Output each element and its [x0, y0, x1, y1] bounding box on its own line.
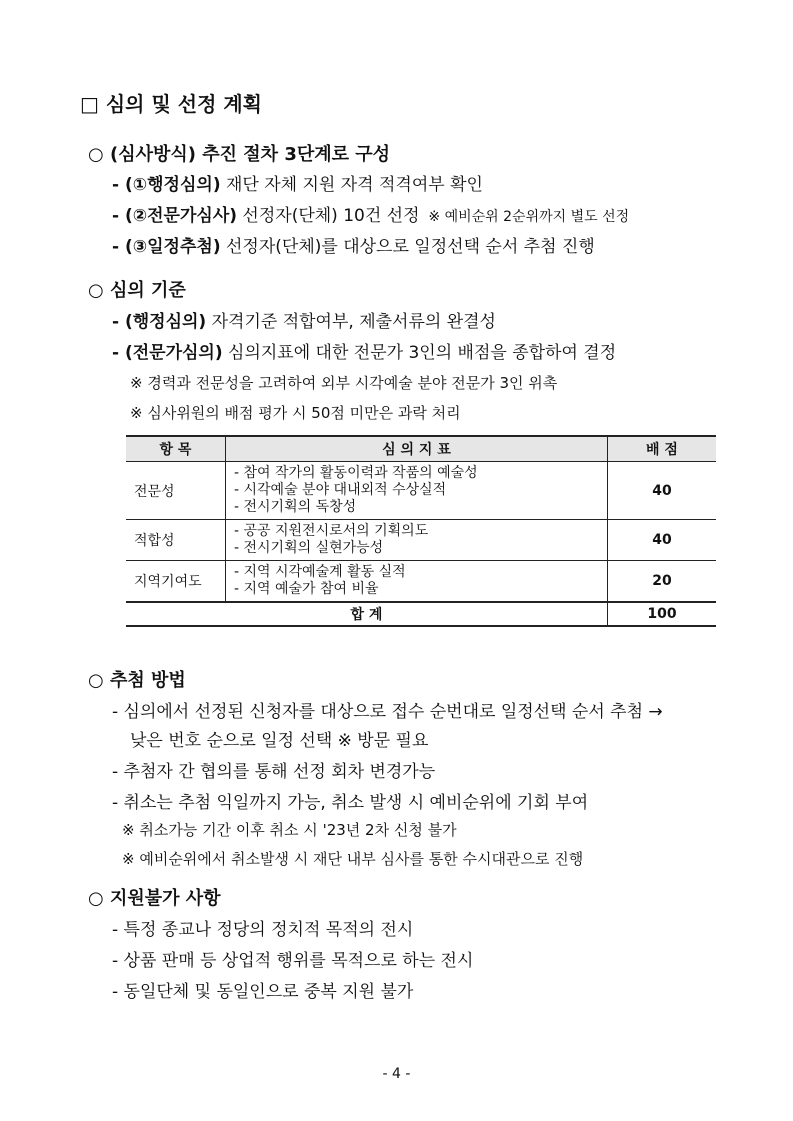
review-method-heading: ○ (심사방식) 추진 절차 3단계로 구성 [88, 144, 391, 165]
criteria-line: - 시각예술 분야 대내외적 수상실적 [234, 482, 447, 498]
criteria-expert [112, 338, 616, 363]
ineligible-heading: ○ 지원불가 사항 [88, 888, 221, 909]
total-score: 100 [608, 602, 717, 626]
criteria-admin-label: - (행정심의) [112, 312, 207, 332]
ineligible-line-1: - 특정 종교나 정당의 정치적 목적의 전시 [112, 920, 414, 940]
row-score: 40 [608, 462, 717, 520]
table-row [126, 462, 716, 520]
review-step-2 [112, 201, 629, 226]
step-2-note: ※ 예비순위 2순위까지 별도 선정 [419, 209, 630, 225]
criteria-expert-text: 심의지표에 대한 전문가 3인의 배점을 종합하여 결정 [222, 343, 617, 363]
row-score: 20 [608, 561, 717, 603]
criteria-line: - 지역 시각예술계 활동 실적 [234, 564, 406, 580]
row-criteria [226, 462, 608, 520]
row-score: 40 [608, 520, 717, 561]
table-header-row [126, 436, 716, 462]
criteria-line: - 참여 작가의 활동이력과 작품의 예술성 [234, 465, 478, 481]
criteria-line: - 지역 예술가 참여 비율 [234, 581, 379, 597]
lottery-line-1-cont: 낮은 번호 순으로 일정 선택 ※ 방문 필요 [130, 731, 429, 751]
header-item: 항 목 [126, 436, 226, 462]
header-score: 배 점 [608, 436, 717, 462]
step-3-label: - (③일정추첨) [112, 237, 221, 257]
criteria-note-2: ※ 심사위원의 배점 평가 시 50점 미만은 과락 처리 [130, 404, 461, 422]
lottery-heading: ○ 추첨 방법 [88, 670, 186, 691]
row-criteria [226, 561, 608, 603]
section-title: □ 심의 및 선정 계획 [80, 92, 262, 116]
criteria-line: - 공공 지원전시로서의 기획의도 [234, 523, 429, 539]
evaluation-table [126, 435, 716, 627]
step-1-label: - (①행정심의) [112, 175, 221, 195]
lottery-line-3: - 취소는 추첨 익일까지 가능, 취소 발생 시 예비순위에 기회 부여 [112, 793, 589, 813]
criteria-heading: ○ 심의 기준 [88, 280, 186, 301]
table-row [126, 520, 716, 561]
criteria-admin [112, 307, 496, 332]
table-row [126, 561, 716, 603]
lottery-line-1: - 심의에서 선정된 신청자를 대상으로 접수 순번대로 일정선택 순서 추첨 → [112, 702, 663, 722]
review-step-1 [112, 170, 483, 195]
row-item: 지역기여도 [126, 561, 226, 603]
row-item: 전문성 [126, 462, 226, 520]
table-total-row [126, 602, 716, 626]
row-item: 적합성 [126, 520, 226, 561]
lottery-note-1: ※ 취소가능 기간 이후 취소 시 '23년 2차 신청 불가 [122, 821, 457, 839]
total-label: 합 계 [126, 602, 608, 626]
row-criteria [226, 520, 608, 561]
criteria-line: - 전시기획의 독창성 [234, 499, 357, 515]
review-step-3 [112, 232, 595, 257]
ineligible-line-3: - 동일단체 및 동일인으로 중복 지원 불가 [112, 982, 414, 1002]
lottery-line-2: - 추첨자 간 협의를 통해 선정 회차 변경가능 [112, 762, 436, 782]
step-2-text: 선정자(단체) 10건 선정 [237, 206, 420, 226]
criteria-admin-text: 자격기준 적합여부, 제출서류의 완결성 [206, 312, 496, 332]
criteria-expert-label: - (전문가심의) [112, 343, 223, 363]
criteria-note-1: ※ 경력과 전문성을 고려하여 외부 시각예술 분야 전문가 3인 위촉 [130, 374, 558, 392]
step-2-label: - (②전문가심사) [112, 206, 238, 226]
criteria-line: - 전시기획의 실현가능성 [234, 540, 384, 556]
lottery-note-2: ※ 예비순위에서 취소발생 시 재단 내부 심사를 통한 수시대관으로 진행 [122, 850, 584, 868]
ineligible-line-2: - 상품 판매 등 상업적 행위를 목적으로 하는 전시 [112, 951, 474, 971]
step-3-text: 선정자(단체)를 대상으로 일정선택 순서 추첨 진행 [220, 237, 595, 257]
page-number: - 4 - [382, 1066, 411, 1082]
step-1-text: 재단 자체 지원 자격 적격여부 확인 [220, 175, 483, 195]
header-criteria: 심 의 지 표 [226, 436, 608, 462]
